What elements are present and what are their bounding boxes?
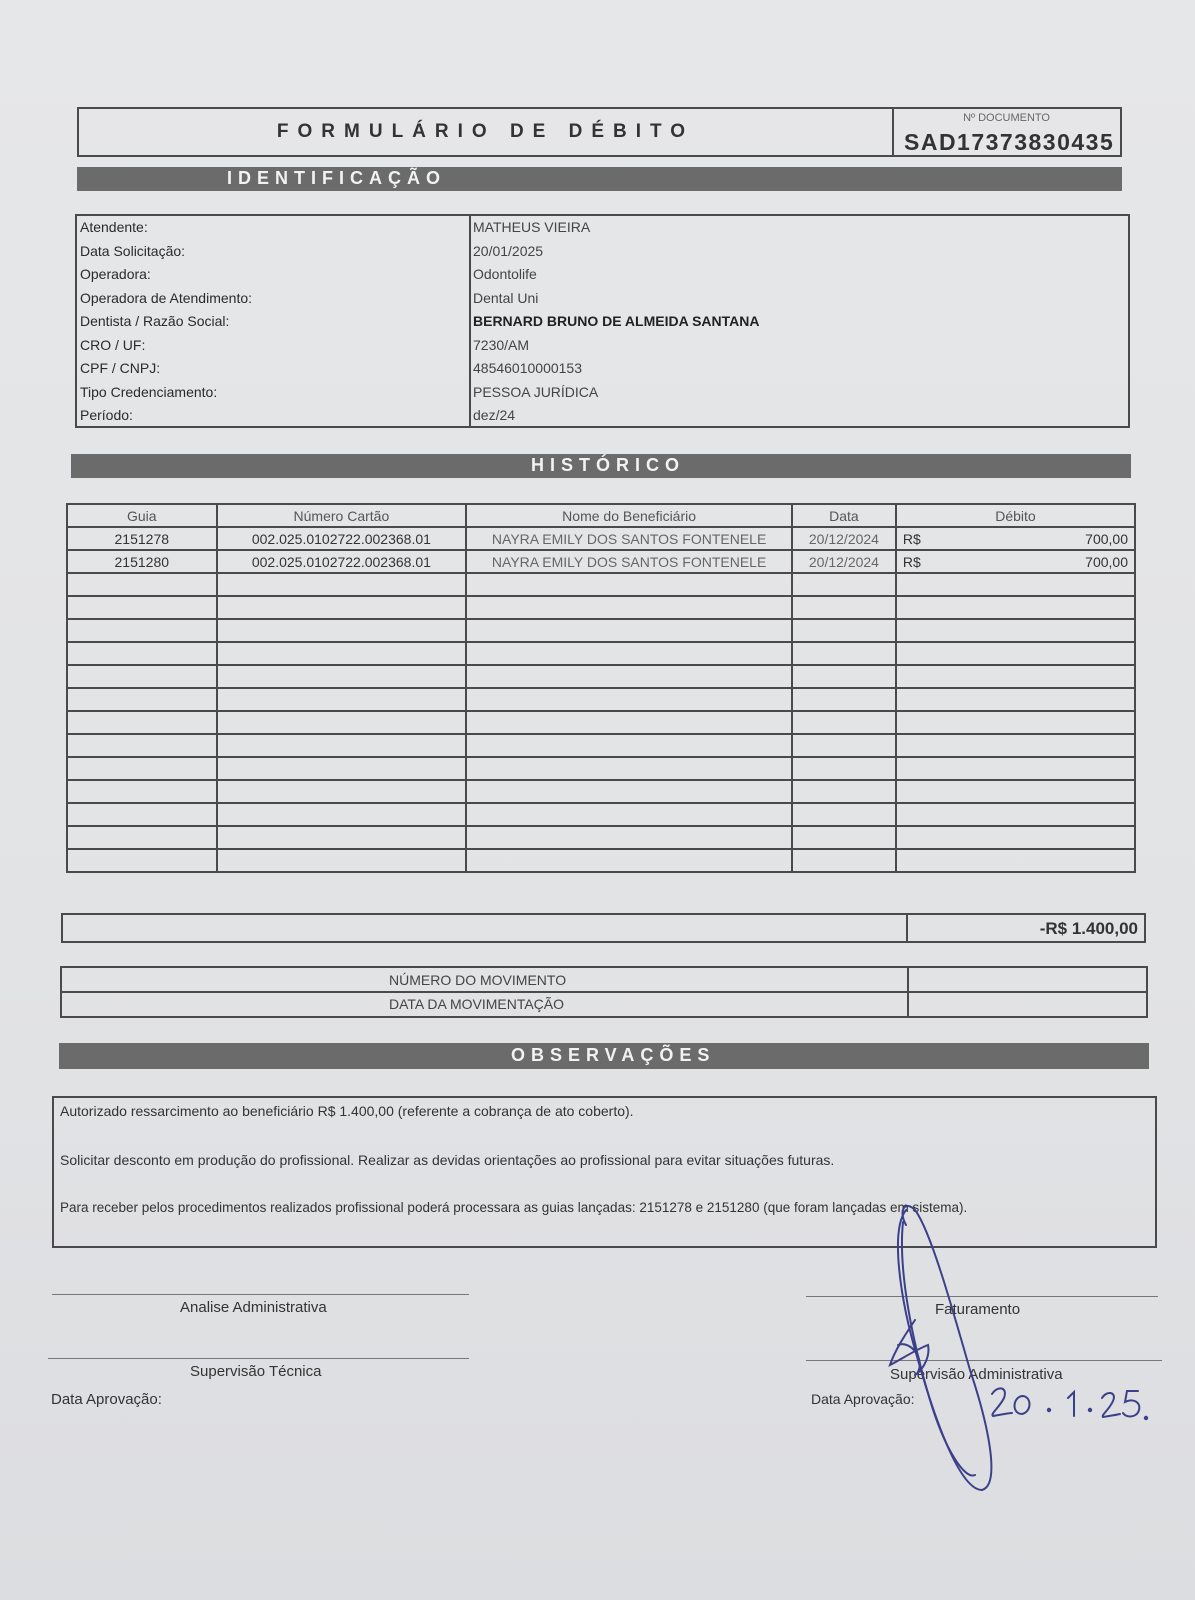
guia-cell: 2151280	[67, 550, 217, 573]
ident-value: 20/01/2025	[473, 242, 544, 259]
observation-line: Para receber pelos procedimentos realizados profissional poderá processara as guias lançadas: 2151278 e 2151280 (que foram lançadas em sistema).	[60, 1200, 968, 1215]
ident-value: 48546010000153	[473, 360, 583, 376]
total-value: -R$ 1.400,00	[1039, 919, 1138, 938]
section-title-historico: HISTÓRICO	[531, 455, 686, 475]
debit-value: 700,00	[1085, 530, 1128, 547]
document-number: SAD17373830435	[904, 129, 1115, 155]
ident-label: Período:	[80, 407, 133, 423]
column-header: Guia	[67, 504, 217, 527]
column-header: Data	[792, 504, 896, 527]
supervisao-tecnica-label: Supervisão Técnica	[190, 1363, 322, 1380]
faturamento-label: Faturamento	[935, 1301, 1021, 1318]
ident-label: CPF / CNPJ:	[80, 360, 161, 376]
ident-label: Operadora:	[80, 266, 151, 282]
ident-value: PESSOA JURÍDICA	[473, 383, 599, 400]
ident-label: Data Solicitação:	[80, 242, 186, 259]
data-aprovacao-label-left: Data Aprovação:	[51, 1391, 162, 1408]
analise-label: Analise Administrativa	[180, 1299, 327, 1316]
ident-label: Atendente:	[80, 219, 148, 235]
ident-value: 7230/AM	[473, 336, 530, 353]
ident-value: Odontolife	[473, 266, 537, 282]
ident-label: CRO / UF:	[80, 336, 146, 353]
section-title-observacoes: OBSERVAÇÕES	[511, 1045, 716, 1065]
column-header: Débito	[896, 504, 1135, 527]
beneficiario-cell: NAYRA EMILY DOS SANTOS FONTENELE	[466, 527, 792, 550]
date-cell: 20/12/2024	[792, 527, 896, 550]
beneficiario-cell: NAYRA EMILY DOS SANTOS FONTENELE	[466, 550, 792, 573]
cartao-cell: 002.025.0102722.002368.01	[217, 527, 467, 550]
document-number-label: Nº DOCUMENTO	[963, 112, 1050, 124]
ident-value: Dental Uni	[473, 289, 539, 306]
section-title-identificacao: IDENTIFICAÇÃO	[227, 168, 446, 188]
ident-label: Dentista / Razão Social:	[80, 313, 230, 329]
ident-label: Operadora de Atendimento:	[80, 289, 253, 306]
column-header: Número Cartão	[217, 504, 467, 527]
data-aprovacao-label-right: Data Aprovação:	[811, 1391, 915, 1407]
movement-number-label: NÚMERO DO MOVIMENTO	[389, 972, 567, 988]
ident-label: Tipo Credenciamento:	[80, 383, 218, 400]
movement-date-label: DATA DA MOVIMENTAÇÃO	[389, 996, 565, 1012]
currency-symbol: R$	[902, 553, 921, 570]
supervisao-admin-label: Supervisão Administrativa	[890, 1366, 1063, 1383]
column-header: Nome do Beneficiário	[466, 504, 792, 527]
guia-cell: 2151278	[67, 527, 217, 550]
observation-line: Autorizado ressarcimento ao beneficiário R$ 1.400,00 (referente a cobrança de ato coberto).	[60, 1103, 634, 1119]
currency-symbol: R$	[902, 530, 921, 547]
date-cell: 20/12/2024	[792, 550, 896, 573]
ident-value: MATHEUS VIEIRA	[473, 219, 591, 235]
cartao-cell: 002.025.0102722.002368.01	[217, 550, 467, 573]
form-title: FORMULÁRIO DE DÉBITO	[79, 109, 894, 155]
ident-value: dez/24	[473, 407, 516, 423]
debit-value: 700,00	[1085, 553, 1128, 570]
observation-line: Solicitar desconto em produção do profissional. Realizar as devidas orientações ao profissional para evitar situações futuras.	[60, 1152, 835, 1168]
ident-value: BERNARD BRUNO DE ALMEIDA SANTANA	[473, 313, 760, 329]
